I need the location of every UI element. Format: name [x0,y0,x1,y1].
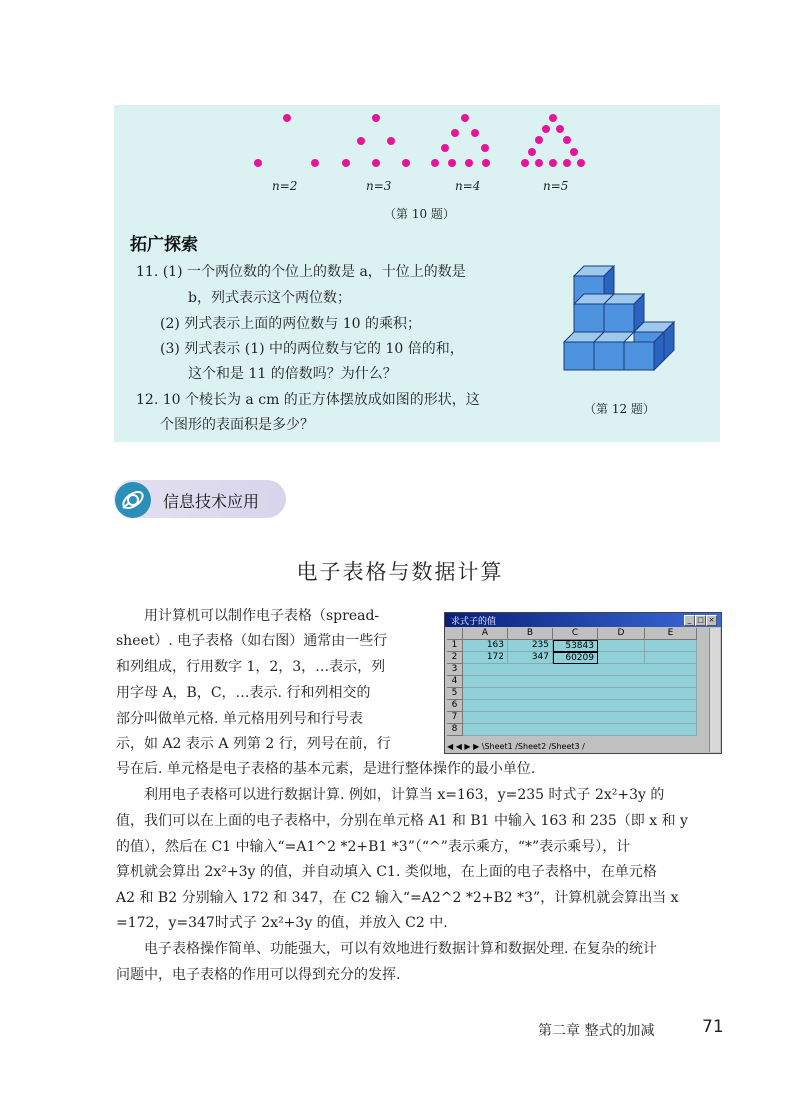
cell-a1[interactable]: 163 [463,640,508,652]
dot [570,148,578,156]
dot [563,159,571,167]
cube-group [564,266,674,370]
sheet-title: 求式子的值 [451,617,497,627]
paragraph-line: 用计算机可以制作电子表格（spread- [144,608,380,624]
dot [481,144,489,152]
page-number: 71 [702,1017,724,1037]
dot [311,159,319,167]
q11-line2: b，列式表示这个两位数； [188,290,351,306]
figure12-caption: （第 12 题） [584,402,655,416]
n-label: n=4 [455,179,481,193]
dot [254,159,262,167]
cell-e1[interactable] [645,640,697,652]
paragraph-line: 和列组成，行用数字 1，2，3，…表示，列 [116,659,386,675]
vertical-scrollbar[interactable] [709,628,720,752]
dot [372,114,380,122]
empty-row[interactable] [463,712,697,724]
n-label: n=3 [366,179,392,193]
maximize-button[interactable]: □ [695,615,706,626]
cell-e2[interactable] [645,652,697,664]
dot [387,137,395,145]
row-header[interactable]: 1 [447,640,463,652]
dot [471,129,479,137]
dot [549,159,557,167]
dot [402,159,410,167]
paragraph-line: 号在后. 单元格是电子表格的基本元素，是进行整体操作的最小单位. [116,761,536,777]
q11-line4: (3) 列式表示 (1) 中的两位数与它的 10 倍的和， [160,341,464,357]
cell-c2[interactable]: 60209 [553,652,598,664]
cell-d1[interactable] [598,640,645,652]
dot [461,114,469,122]
row-header[interactable]: 8 [447,724,463,736]
dot [357,137,365,145]
minimize-button[interactable]: _ [684,615,695,626]
sheet-tabs[interactable]: ◀ ◀ ▶ ▶ \Sheet1 /Sheet2 /Sheet3 / [447,741,709,752]
cell-d2[interactable] [598,652,645,664]
cell-a2[interactable]: 172 [463,652,508,664]
paragraph-line: 用字母 A，B，C，…表示. 行和列相交的 [116,685,371,701]
dot [556,125,564,133]
paragraph-line: 问题中，电子表格的作用可以得到充分的发挥. [116,967,401,983]
article-title: 电子表格与数据计算 [296,560,504,584]
dot [283,114,291,122]
cube-stack-figure [552,262,702,386]
dot [451,129,459,137]
q11-line1: 11. (1) 一个两位数的个位上的数是 a，十位上的数是 [136,264,466,280]
cell-c1[interactable]: 53843 [553,640,598,652]
col-header[interactable]: E [645,628,697,640]
empty-row[interactable] [463,700,697,712]
spreadsheet-window [444,612,722,754]
atom-icon [114,481,152,519]
paragraph-line: 值，我们可以在上面的电子表格中，分别在单元格 A1 和 B1 中输入 163 和 235（即 x 和 y [116,813,688,829]
row-header[interactable]: 2 [447,652,463,664]
dot [563,136,571,144]
q12-line1: 12. 10 个棱长为 a cm 的正方体摆放成如图的形状，这 [136,392,480,408]
dot [482,159,490,167]
cube-front [574,304,604,332]
dot [342,159,350,167]
paragraph-line: sheet）. 电子表格（如右图）通常由一些行 [116,633,388,649]
col-header[interactable]: A [463,628,508,640]
dot [448,159,456,167]
dot [535,159,543,167]
paragraph-line: 电子表格操作简单、功能强大，可以有效地进行数据计算和数据处理. 在复杂的统计 [144,941,657,957]
col-header[interactable]: B [508,628,553,640]
dot [535,136,543,144]
corner-cell[interactable] [447,628,463,640]
dot [465,159,473,167]
q11-line5: 这个和是 11 的倍数吗？为什么？ [188,366,397,382]
figure10-caption: （第 10 题） [384,207,455,221]
n-label: n=5 [543,179,569,193]
col-header[interactable]: D [598,628,645,640]
figure10-dots [240,108,600,170]
row-header[interactable]: 5 [447,688,463,700]
cube-front [604,304,634,332]
row-header[interactable]: 6 [447,700,463,712]
sheet-titlebar [445,613,721,627]
cell-b2[interactable]: 347 [508,652,553,664]
cell-b1[interactable]: 235 [508,640,553,652]
close-button[interactable]: × [706,615,717,626]
row-header[interactable]: 7 [447,712,463,724]
paragraph-line: A2 和 B2 分别输入 172 和 347，在 C2 输入“=A2^2 *2+B2 *3”，计算机就会算出当 x [116,890,679,906]
paragraph-line: 示，如 A2 表示 A 列第 2 行，列号在前，行 [116,736,391,752]
empty-row[interactable] [463,724,697,736]
dot [542,125,550,133]
paragraph-line: =172，y=347时式子 2x²+3y 的值，并放入 C2 中. [116,915,448,931]
q12-line2: 个图形的表面积是多少？ [160,417,314,433]
dot [528,148,536,156]
dot [431,159,439,167]
n-label: n=2 [272,179,298,193]
q11-line3: (2) 列式表示上面的两位数与 10 的乘积； [160,316,421,332]
row-header[interactable]: 4 [447,676,463,688]
footer-chapter: 第二章 整式的加减 [538,1023,655,1039]
dot [521,159,529,167]
dot [441,144,449,152]
paragraph-line: 利用电子表格可以进行数据计算. 例如，计算当 x=163，y=235 时式子 2x²+3y 的 [144,787,665,803]
cube-front [624,342,654,370]
cube-front [594,342,624,370]
col-header[interactable]: C [553,628,598,640]
row-header[interactable]: 3 [447,664,463,676]
paragraph-line: 算机就会算出 2x²+3y 的值，并自动填入 C1. 类似地，在上面的电子表格中，在单元格 [116,864,657,880]
dot [577,159,585,167]
paragraph-line: 部分叫做单元格. 单元格用列号和行号表 [116,711,363,727]
section-heading: 拓广探索 [130,235,198,255]
info-banner-label: 信息技术应用 [163,492,260,511]
dot [549,114,557,122]
paragraph-line: 的值），然后在 C1 中输入“=A1^2 *2+B1 *3”（“^”表示乘方，“*”表示乘号），计 [116,839,631,855]
empty-row[interactable] [463,676,697,688]
cube-front [564,342,594,370]
dot [372,159,380,167]
empty-row[interactable] [463,664,697,676]
empty-row[interactable] [463,688,697,700]
